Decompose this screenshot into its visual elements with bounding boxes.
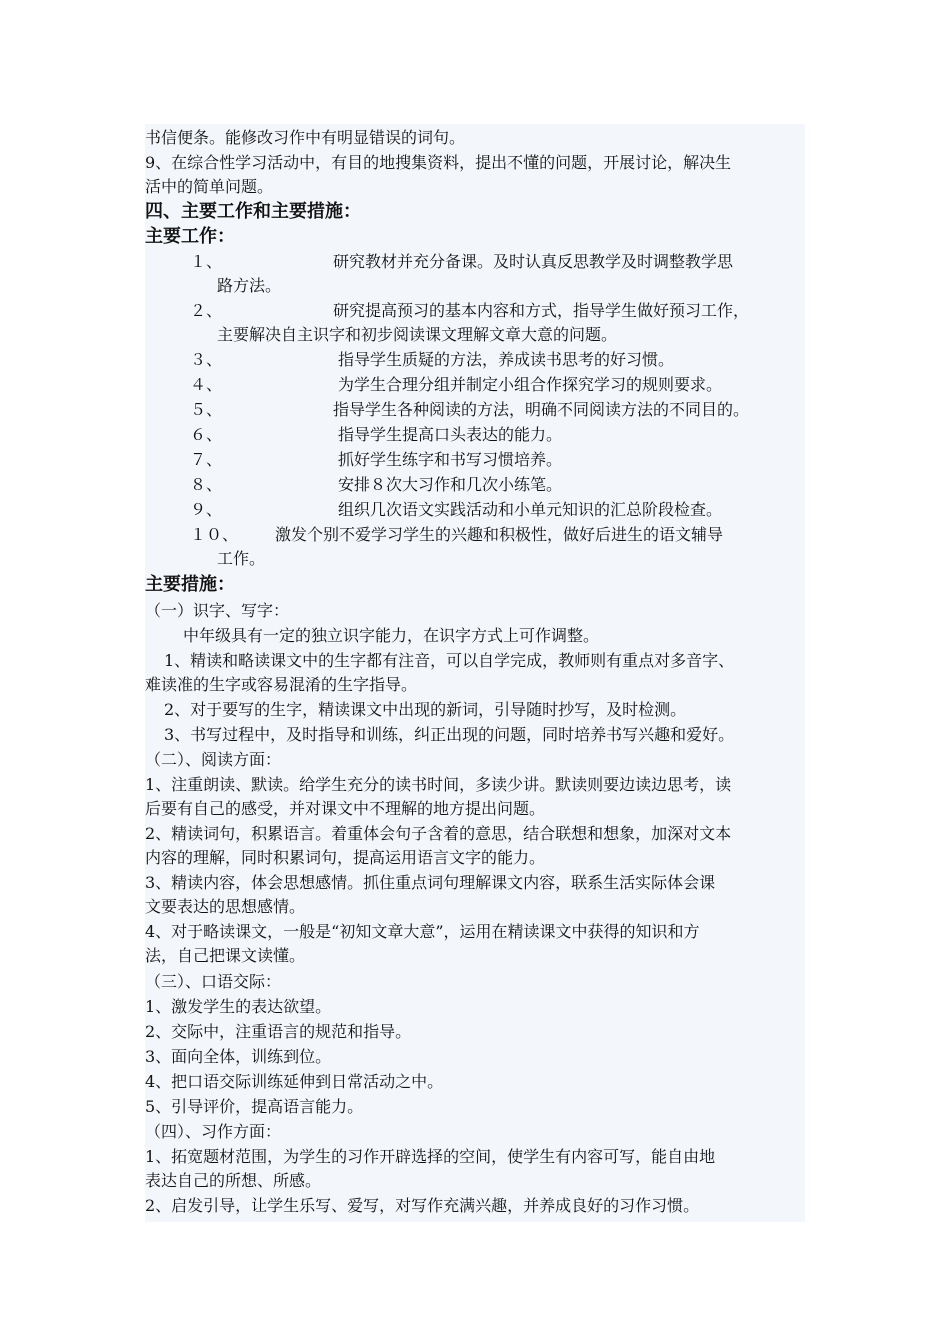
text-line: （三）、口语交际：: [145, 972, 282, 991]
text-line: 1、拓宽题材范围，为学生的习作开辟选择的空间，使学生有内容可写，能自由地: [145, 1147, 716, 1166]
work-item-number: ６、: [190, 425, 223, 444]
work-item-number: ５、: [190, 400, 223, 419]
work-item-number: ８、: [190, 475, 223, 494]
work-item-number: ９、: [190, 500, 223, 519]
text-line: 2、对于要写的生字，精读课文中出现的新词，引导随时抄写，及时检测。: [164, 700, 687, 719]
work-item-number: ２、: [190, 301, 223, 320]
text-line: （一）识字、写字：: [145, 601, 290, 620]
text-line: 中年级具有一定的独立识字能力，在识字方式上可作调整。: [183, 626, 600, 645]
work-item-number: １、: [190, 252, 223, 271]
work-item-text: 指导学生质疑的方法，养成读书思考的好习惯。: [338, 350, 675, 369]
work-item-text: 工作。: [217, 549, 266, 568]
text-line: 3、书写过程中，及时指导和训练，纠正出现的问题，同时培养书写兴趣和爱好。: [164, 725, 735, 744]
work-item-text: 组织几次语文实践活动和小单元知识的汇总阶段检查。: [338, 500, 723, 519]
work-item-text: 安排８次大习作和几次小练笔。: [338, 475, 563, 494]
text-line: 1、激发学生的表达欲望。: [145, 997, 332, 1016]
work-item-text: 激发个别不爱学习学生的兴趣和积极性，做好后进生的语文辅导: [275, 525, 724, 544]
text-line: 内容的理解，同时积累词句，提高运用语言文字的能力。: [145, 848, 546, 867]
work-item-text: 研究教材并充分备课。及时认真反思教学及时调整教学思: [333, 252, 734, 271]
work-item-number: １０、: [190, 525, 239, 544]
text-line: 4、把口语交际训练延伸到日常活动之中。: [145, 1072, 444, 1091]
work-item-text: 指导学生各种阅读的方法，明确不同阅读方法的不同目的。: [333, 400, 750, 419]
text-line: 3、精读内容，体会思想感情。抓住重点词句理解课文内容，联系生活实际体会课: [145, 873, 716, 892]
text-line: 2、启发引导，让学生乐写、爱写，对写作充满兴趣，并养成良好的习作习惯。: [145, 1196, 700, 1215]
text-line: 活中的简单问题。: [145, 177, 274, 196]
text-line: 难读准的生字或容易混淆的生字指导。: [145, 675, 418, 694]
text-line: 3、面向全体，训练到位。: [145, 1047, 332, 1066]
text-line: 2、精读词句，积累语言。着重体会句子含着的意思，结合联想和想象，加深对文本: [145, 824, 732, 843]
work-item-number: ４、: [190, 375, 223, 394]
work-item-text: 研究提高预习的基本内容和方式，指导学生做好预习工作，: [333, 301, 750, 320]
text-line: 后要有自己的感受，并对课文中不理解的地方提出问题。: [145, 799, 546, 818]
text-line: （四）、习作方面：: [145, 1122, 282, 1141]
text-line: 1、注重朗读、默读。给学生充分的读书时间，多读少讲。默读则要边读边思考，读: [145, 775, 732, 794]
work-item-number: ３、: [190, 350, 223, 369]
text-line: 5、引导评价，提高语言能力。: [145, 1097, 364, 1116]
subsection-heading: 主要工作：: [145, 226, 235, 247]
text-line: 2、交际中，注重语言的规范和指导。: [145, 1022, 412, 1041]
text-line: 文要表达的思想感情。: [145, 897, 306, 916]
work-item-text: 主要解决自主识字和初步阅读课文理解文章大意的问题。: [217, 325, 618, 344]
work-item-text: 路方法。: [217, 276, 282, 295]
section-heading: 四、主要工作和主要措施：: [145, 201, 361, 222]
work-item-text: 为学生合理分组并制定小组合作探究学习的规则要求。: [338, 375, 723, 394]
subsection-heading: 主要措施：: [145, 574, 235, 595]
work-item-number: ７、: [190, 450, 223, 469]
work-item-text: 抓好学生练字和书写习惯培养。: [338, 450, 563, 469]
text-line: 表达自己的所想、所感。: [145, 1171, 322, 1190]
text-line: 1、精读和略读课文中的生字都有注音，可以自学完成，教师则有重点对多音字、: [164, 651, 735, 670]
text-line: 9、在综合性学习活动中，有目的地搜集资料，提出不懂的问题，开展讨论，解决生: [145, 153, 732, 172]
text-line: 书信便条。能修改习作中有明显错误的词句。: [145, 128, 466, 147]
work-item-text: 指导学生提高口头表达的能力。: [338, 425, 563, 444]
text-line: 法，自己把课文读懂。: [145, 946, 306, 965]
text-line: （二）、阅读方面：: [145, 750, 282, 769]
text-line: 4、对于略读课文，一般是“初知文章大意”，运用在精读课文中获得的知识和方: [145, 922, 700, 941]
